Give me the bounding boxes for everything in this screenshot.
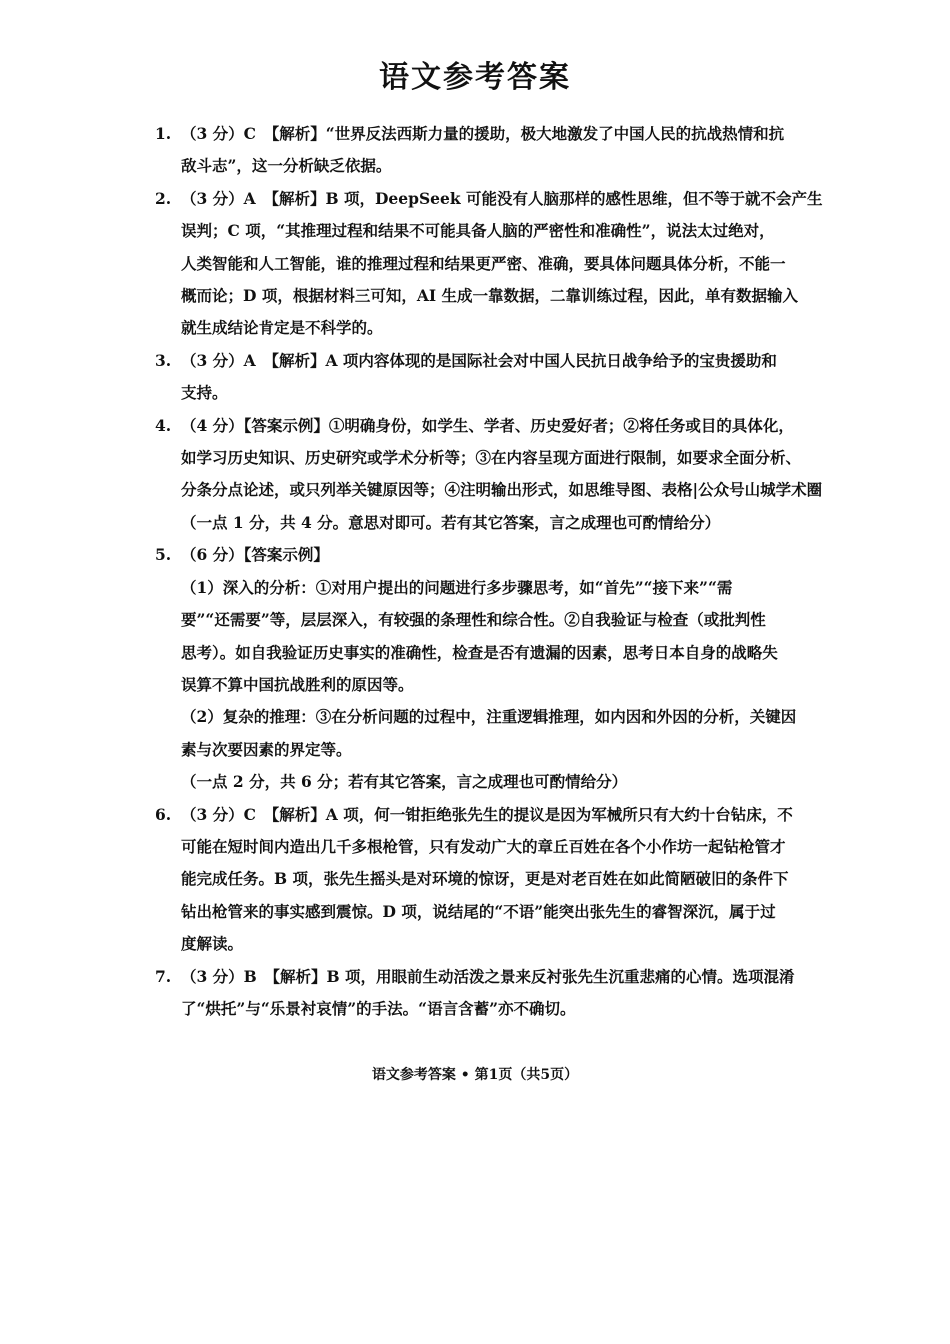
answer-7 <box>155 961 815 1026</box>
answer-line: 敌斗志”，这一分析缺乏依据。 <box>181 156 392 176</box>
answer-line: 钻出枪管来的事实感到震惊。D 项，说结尾的“不语”能突出张先生的睿智深沉，属于过 <box>181 901 776 921</box>
answer-line: （2）复杂的推理：③在分析问题的过程中，注重逻辑推理，如内因和外因的分析，关键因 <box>181 707 797 727</box>
answer-line: （一点 1 分，共 4 分。意思对即可。若有其它答案，言之成理也可酌情给分） <box>181 512 721 532</box>
answer-line: （4 分）【答案示例】①明确身份，如学生、学者、历史爱好者；②将任务或目的具体化， <box>181 415 794 435</box>
answer-line: 了“烘托”与“乐景衬哀情”的手法。“语言含蓄”亦不确切。 <box>181 998 576 1018</box>
answer-number: 4. <box>155 415 172 435</box>
answer-number: 3. <box>155 350 172 370</box>
answer-line: （6 分）【答案示例】 <box>181 545 329 565</box>
answer-number: 6. <box>155 804 172 824</box>
answer-line: 要”“还需要”等，层层深入，有较强的条理性和综合性。②自我验证与检查（或批判性 <box>181 610 766 630</box>
answer-number: 7. <box>155 966 172 986</box>
answer-line: 思考）。如自我验证历史事实的准确性，检查是否有遗漏的因素，思考日本自身的战略失 <box>181 642 778 662</box>
answer-line: 分条分点论述，或只列举关键原因等；④注明输出形式，如思维导图、表格|公众号山城学术圈 <box>181 480 823 500</box>
answer-3 <box>155 345 815 410</box>
answer-line: （3 分）A 【解析】A 项内容体现的是国际社会对中国人民抗日战争给予的宝贵援助和 <box>181 350 777 370</box>
answer-line: 支持。 <box>181 383 228 403</box>
answer-line: 概而论；D 项，根据材料三可知，AI 生成一靠数据，二靠训练过程，因此，单有数据输入 <box>181 286 799 306</box>
answer-1 <box>155 118 815 183</box>
answer-line: （一点 2 分，共 6 分；若有其它答案，言之成理也可酌情给分） <box>181 772 628 792</box>
answer-line: 可能在短时间内造出几千多根枪管，只有发动广大的章丘百姓在各个小作坊一起钻枪管才 <box>181 836 786 856</box>
answer-2 <box>155 183 823 345</box>
answer-line: 误算不算中国抗战胜利的原因等。 <box>181 674 414 694</box>
answer-number: 2. <box>155 188 172 208</box>
answer-list <box>155 118 823 1025</box>
answer-line: 度解读。 <box>181 934 244 954</box>
page-title: 语文参考答案 <box>379 60 571 95</box>
answer-6 <box>155 799 815 961</box>
answer-number: 5. <box>155 545 172 565</box>
answer-number: 1. <box>155 124 172 143</box>
answer-line: （1）深入的分析：①对用户提出的问题进行多步骤思考，如“首先”“接下来”“需 <box>181 577 733 597</box>
answer-line: （3 分）B 【解析】B 项，用眼前生动活泼之景来反衬张先生沉重悲痛的心情。选项混淆 <box>181 966 795 986</box>
answer-line: （3 分）C 【解析】“世界反法西斯力量的援助，极大地激发了中国人民的抗战热情和抗 <box>181 124 785 143</box>
answer-line: 误判；C 项，“其推理过程和结果不可能具备人脑的严密性和准确性”，说法太过绝对， <box>181 221 775 241</box>
answer-line: 人类智能和人工智能，谁的推理过程和结果更严密、准确，要具体问题具体分析，不能一 <box>181 253 786 273</box>
answer-line: 能完成任务。B 项，张先生摇头是对环境的惊讶，更是对老百姓在如此简陋破旧的条件下 <box>181 869 789 889</box>
page-footer: 语文参考答案 • 第1页（共5页） <box>371 1067 579 1083</box>
answer-line: 如学习历史知识、历史研究或学术分析等；③在内容呈现方面进行限制，如要求全面分析、 <box>181 448 802 468</box>
answer-line: （3 分）A 【解析】B 项，DeepSeek 可能没有人脑那样的感性思维，但不等于就不会产生 <box>181 188 823 208</box>
answer-line: 就生成结论肯定是不科学的。 <box>181 318 383 338</box>
answer-line: 素与次要因素的界定等。 <box>181 739 352 759</box>
answer-4 <box>155 410 823 540</box>
answer-5 <box>155 539 815 798</box>
answer-line: （3 分）C 【解析】A 项，何一钳拒绝张先生的提议是因为军械所只有大约十台钻床，不 <box>181 804 793 824</box>
